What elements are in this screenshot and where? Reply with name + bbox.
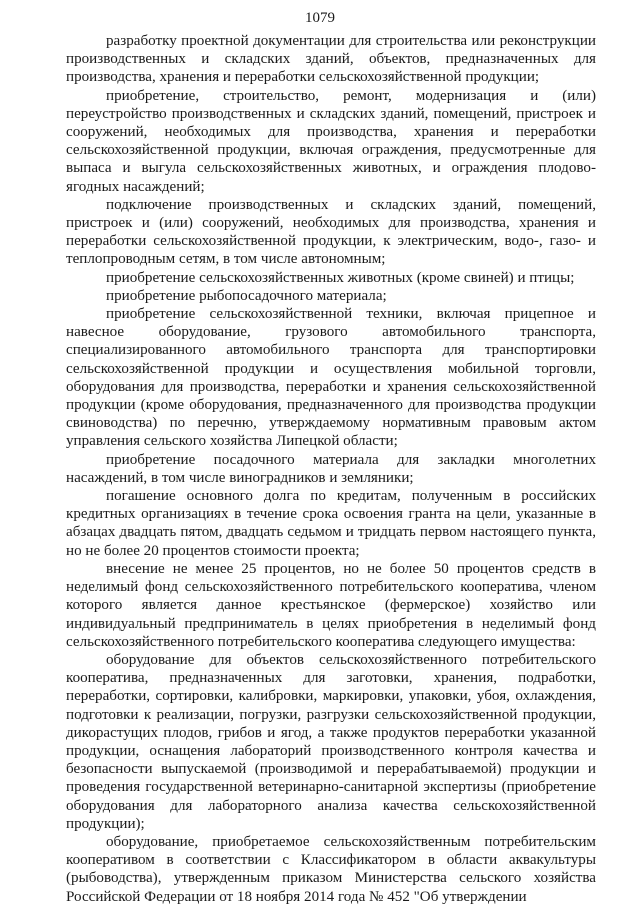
paragraph: подключение производственных и складских зданий, помещений, пристроек и (или) сооружений, необходимых для производства, хранения и переработки сельскохозяйственной продукции, к электрическим, водо-, газо- и теплопроводным сетям, в том числе автономным; — [66, 196, 596, 268]
paragraph: оборудование для объектов сельскохозяйственного потребительского кооператива, предназначенных для заготовки, хранения, подработки, переработки, сортировки, калибровки, маркировки, упаковки, убоя, охлаждения, подготовки к реализации, погрузки, разгрузки сельскохозяйственной продукции, дикорастущих плодов, грибов и ягод, а также продуктов переработки указанной продукции, оснащения лабораторий производственного контроля качества и безопасности выпускаемой (производимой и перерабатываемой) продукции и проведения государственной ветеринарно-санитарной экспертизы (приобретение оборудования для лабораторного анализа качества сельскохозяйственной продукции); — [66, 651, 596, 832]
paragraph: оборудование, приобретаемое сельскохозяйственным потребительским кооперативом в соответствии с Классификатором в области аквакультуры (рыбоводства), утвержденным приказом Министерства сельского хозяйства Российской Федерации от 18 ноября 2014 года № 452 "Об утверждении — [66, 833, 596, 905]
paragraph: внесение не менее 25 процентов, но не более 50 процентов средств в неделимый фонд сельскохозяйственного потребительского кооператива, членом которого является данное крестьянское (фермерское) хозяйство или индивидуальный предприниматель в целях приобретения в неделимый фонд сельскохозяйственного потребительского кооператива следующего имущества: — [66, 560, 596, 650]
paragraph: приобретение сельскохозяйственной техники, включая прицепное и навесное оборудование, грузового автомобильного транспорта, специализированного автомобильного транспорта для транспортировки сельскохозяйственной продукции и осуществления мобильной торговли, оборудования для производства, переработки и хранения сельскохозяйственной продукции (кроме оборудования, предназначенного для производства продукции свиноводства) по перечню, утверждаемому нормативным правовым актом управления сельского хозяйства Липецкой области; — [66, 306, 596, 450]
paragraph: погашение основного долга по кредитам, полученным в российских кредитных организациях в течение срока освоения гранта на цели, указанные в абзацах двадцать пятом, двадцать седьмом и тридцать первом настоящего пункта, но не более 20 процентов стоимости проекта; — [66, 488, 596, 559]
paragraph: разработку проектной документации для строительства или реконструкции производственных и складских зданий, объектов, предназначенных для производства, хранения и переработки сельскохозяйственной продукции; — [66, 33, 596, 86]
document-body — [66, 32, 596, 906]
paragraph: приобретение, строительство, ремонт, модернизация и (или) переустройство производственных и складских зданий, помещений, пристроек и сооружений, необходимых для производства, хранения и переработки сельскохозяйственной продукции, включая ограждения, предусмотренные для выпаса и выгула сельскохозяйственных животных, и ограждения плодово-ягодных насаждений; — [66, 87, 596, 195]
paragraph: приобретение сельскохозяйственных животных (кроме свиней) и птицы; — [106, 269, 575, 286]
paragraph: приобретение рыбопосадочного материала; — [106, 287, 387, 304]
page-number: 1079 — [305, 10, 335, 26]
paragraph: приобретение посадочного материала для закладки многолетних насаждений, в том числе виноградников и земляники; — [66, 451, 596, 486]
